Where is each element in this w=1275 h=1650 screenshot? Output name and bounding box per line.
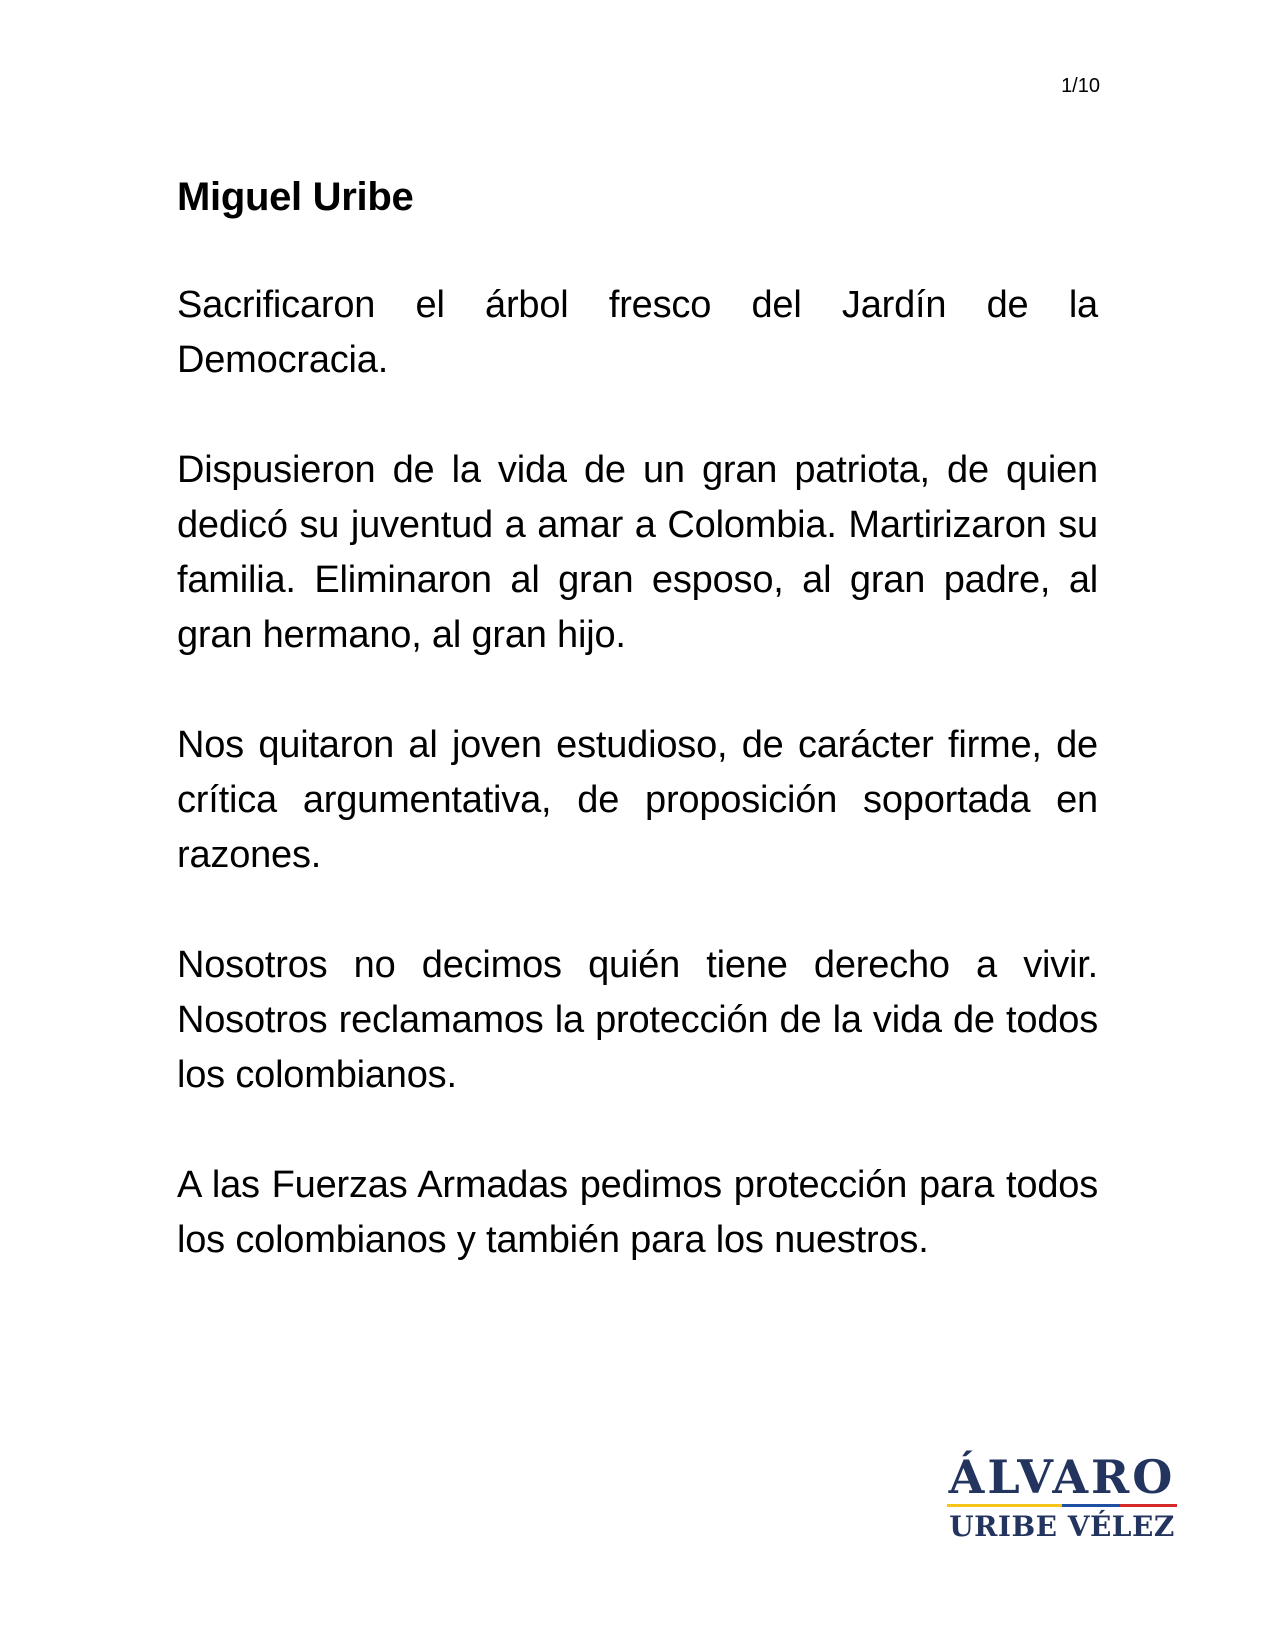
logo-flag-stripe xyxy=(947,1504,1177,1507)
logo-stripe-blue xyxy=(1062,1504,1120,1507)
paragraph: Sacrificaron el árbol fresco del Jardín de la Democracia. xyxy=(177,284,1098,381)
document-title: Miguel Uribe xyxy=(177,175,414,219)
paragraph: Dispusieron de la vida de un gran patriota, de quien dedicó su juventud a amar a Colombia. Martirizaron su familia. Eliminaron al gran esposo, al gran padre, al gran hermano, al gran hijo. xyxy=(177,449,1098,656)
logo-surname-line: URIBE VÉLEZ xyxy=(949,1510,1175,1543)
logo-stripe-yellow xyxy=(947,1504,1062,1507)
document-body xyxy=(177,170,1098,1323)
page-number: 1/10 xyxy=(1061,75,1100,97)
paragraph: A las Fuerzas Armadas pedimos protección para todos los colombianos y también para los nuestros. xyxy=(177,1164,1098,1261)
logo-stripe-red xyxy=(1120,1504,1178,1507)
logo-name-line: ÁLVARO xyxy=(948,1450,1176,1504)
paragraph: Nos quitaron al joven estudioso, de carácter firme, de crítica argumentativa, de proposición soportada en razones. xyxy=(177,724,1098,876)
paragraph: Nosotros no decimos quién tiene derecho a vivir. Nosotros reclamamos la protección de la vida de todos los colombianos. xyxy=(177,944,1098,1096)
alvaro-uribe-velez-logo xyxy=(947,1452,1177,1543)
